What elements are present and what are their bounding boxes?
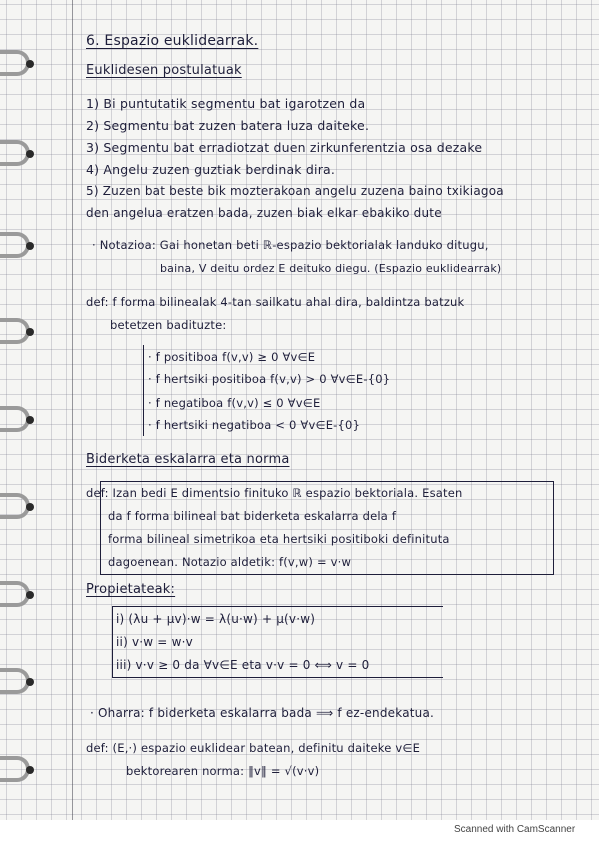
binder-ring — [0, 756, 30, 782]
note-text: baina, V deitu ordez E deituko diegu. (Espazio euklidearrak) — [160, 262, 502, 275]
note-text: · Notazioa: Gai honetan beti ℝ-espazio bektorialak landuko ditugu, — [92, 238, 489, 252]
postulate-item: den angelua eratzen bada, zuzen biak elkar ebakiko dute — [86, 206, 442, 220]
binder-ring — [0, 140, 30, 166]
definition-text: def: f forma bilinealak 4-tan sailkatu ahal dira, baldintza batzuk — [86, 295, 465, 309]
classification-item: · f hertsiki negatiboa < 0 ∀v∈E-{0} — [148, 418, 361, 432]
page-title: 6. Espazio euklidearrak. — [86, 33, 259, 49]
binder-ring — [0, 50, 30, 76]
definition-text: betetzen badituzte: — [110, 318, 227, 332]
section-heading-scalar-product: Biderketa eskalarra eta norma — [86, 452, 290, 467]
binder-ring — [0, 668, 30, 694]
classification-item: · f hertsiki positiboa f(v,v) > 0 ∀v∈E-{0} — [148, 372, 391, 386]
property-item: iii) v·v ≥ 0 da ∀v∈E eta v·v = 0 ⟺ v = 0 — [116, 658, 370, 672]
note-text: · Oharra: f biderketa eskalarra bada ⟹ f ez-endekatua. — [90, 706, 435, 720]
postulate-item: 1) Bi puntutatik segmentu bat igarotzen da — [86, 96, 366, 111]
binder-ring — [0, 406, 30, 432]
brace-line — [143, 345, 398, 436]
definition-text: forma bilineal simetrikoa eta hertsiki positiboki definituta — [108, 532, 450, 546]
definition-text: dagoenean. Notazio aldetik: f(v,w) = v·w — [108, 555, 352, 569]
section-heading-postulates: Euklidesen postulatuak — [86, 63, 242, 78]
postulate-item: 4) Angelu zuzen guztiak berdinak dira. — [86, 162, 336, 177]
binder-ring — [0, 493, 30, 519]
scanner-watermark: Scanned with CamScanner — [454, 824, 576, 835]
margin-line — [72, 0, 73, 820]
binder-ring — [0, 318, 30, 344]
classification-item: · f negatiboa f(v,v) ≤ 0 ∀v∈E — [148, 396, 321, 410]
definition-text: da f forma bilineal bat biderketa eskalarra dela f — [108, 509, 397, 523]
property-item: i) (λu + μv)·w = λ(u·w) + μ(v·w) — [116, 612, 316, 626]
postulate-item: 5) Zuzen bat beste bik mozterakoan angelu zuzena baino txikiagoa — [86, 184, 504, 198]
definition-text: bektorearen norma: ‖v‖ = √(v·v) — [126, 764, 320, 778]
postulate-item: 3) Segmentu bat erradiotzat duen zirkunferentzia osa dezake — [86, 140, 483, 155]
binder-ring — [0, 581, 30, 607]
properties-heading: Propietateak: — [86, 582, 176, 597]
property-item: ii) v·w = w·v — [116, 635, 193, 649]
classification-item: · f positiboa f(v,v) ≥ 0 ∀v∈E — [148, 350, 316, 364]
binder-ring — [0, 232, 30, 258]
postulate-item: 2) Segmentu bat zuzen batera luza daiteke. — [86, 118, 370, 133]
definition-text: def: Izan bedi E dimentsio finituko ℝ espazio bektoriala. Esaten — [86, 486, 463, 500]
definition-text: def: (E,·) espazio euklidear batean, definitu daiteke v∈E — [86, 741, 421, 755]
